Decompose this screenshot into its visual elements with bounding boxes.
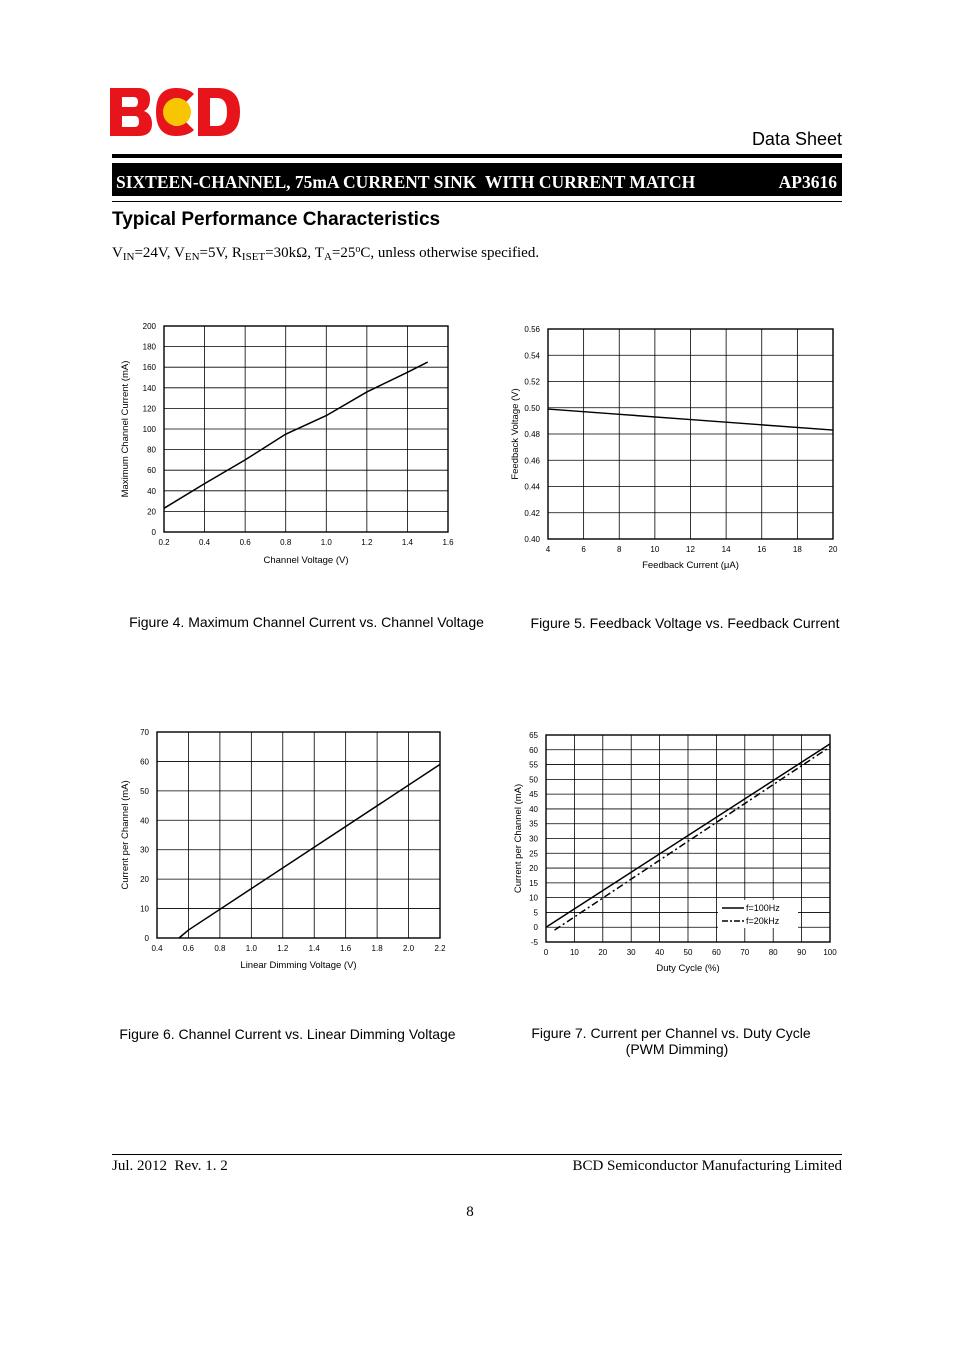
figure-7-caption: Figure 7. Current per Channel vs. Duty Cycle: [531, 1025, 811, 1041]
y-tick-label: 25: [529, 849, 538, 859]
x-tick-label: 1.6: [340, 944, 352, 953]
y-tick-label: 20: [140, 875, 149, 885]
x-tick-label: 1.8: [371, 944, 383, 953]
footer-date-revision: Jul. 2012 Rev. 1. 2: [112, 1158, 228, 1174]
y-tick-label: 60: [140, 757, 149, 767]
legend-label: f=20kHz: [746, 916, 780, 926]
x-axis-label: Duty Cycle (%): [656, 963, 720, 974]
x-tick-label: 0.4: [199, 538, 211, 547]
x-tick-label: 50: [683, 948, 693, 957]
x-tick-label: 1.0: [320, 538, 332, 547]
y-tick-label: 50: [529, 775, 538, 785]
x-tick-label: 80: [768, 948, 778, 957]
y-axis-label: Maximum Channel Current (mA): [120, 360, 131, 498]
x-axis-label: Feedback Current (μA): [642, 560, 739, 571]
y-tick-label: 80: [147, 445, 156, 455]
y-axis-label: Feedback Voltage (V): [510, 388, 521, 480]
x-tick-label: 0.8: [280, 538, 292, 547]
x-tick-label: 1.4: [308, 944, 320, 953]
y-tick-label: 10: [140, 904, 149, 914]
x-tick-label: 14: [721, 545, 731, 554]
y-axis-label: Current per Channel (mA): [513, 783, 524, 894]
y-tick-label: 5: [533, 908, 538, 918]
x-tick-label: 2.2: [434, 944, 446, 953]
x-tick-label: 16: [757, 545, 767, 554]
x-tick-label: 2.0: [402, 944, 415, 953]
y-tick-label: 55: [529, 760, 538, 770]
y-tick-label: 0.44: [524, 482, 540, 492]
series-line-1: [164, 362, 428, 508]
y-tick-label: 40: [140, 816, 149, 826]
y-tick-label: 140: [142, 383, 156, 393]
y-tick-label: 35: [529, 819, 538, 829]
figure-6-caption: Figure 6. Channel Current vs. Linear Dimming Voltage: [119, 1026, 456, 1042]
y-tick-label: 20: [147, 507, 156, 517]
x-tick-label: 8: [617, 545, 622, 554]
x-tick-label: 20: [598, 948, 608, 957]
y-tick-label: 30: [140, 845, 149, 855]
x-tick-label: 10: [650, 545, 660, 554]
y-tick-label: 160: [142, 363, 156, 373]
title-bar: [112, 163, 842, 196]
bcd-logo: [110, 88, 240, 136]
x-tick-label: 0.4: [151, 944, 163, 953]
y-tick-label: 50: [140, 786, 149, 796]
y-tick-label: 0.48: [524, 430, 540, 439]
chart-linear-dimming: [110, 720, 470, 980]
x-tick-label: 40: [655, 948, 665, 957]
x-tick-label: 60: [711, 948, 721, 957]
x-tick-label: 20: [828, 545, 838, 554]
page-number: 8: [466, 1204, 474, 1220]
y-tick-label: 45: [529, 790, 538, 800]
chart-pwm-dimming: [500, 720, 850, 980]
x-tick-label: 10: [569, 948, 579, 957]
x-tick-label: 70: [740, 948, 750, 957]
part-number: AP3616: [778, 172, 837, 192]
x-tick-label: 1.6: [442, 538, 454, 547]
x-tick-label: 12: [686, 545, 695, 554]
x-tick-label: 0.2: [158, 538, 170, 547]
y-tick-label: 20: [529, 864, 538, 874]
footer-company: BCD Semiconductor Manufacturing Limited: [572, 1158, 842, 1174]
x-tick-label: 4: [545, 545, 551, 554]
chart-feedback-voltage: [500, 315, 850, 585]
y-tick-label: 180: [142, 342, 156, 352]
x-tick-label: 1.0: [245, 944, 257, 953]
header-rule-thick: [112, 154, 842, 158]
y-tick-label: 0.56: [524, 325, 540, 334]
x-tick-label: 0.6: [239, 538, 251, 547]
figure-7-caption-line2: (PWM Dimming): [625, 1041, 729, 1057]
test-conditions: $V_{IN}=24V$, $V_{EN}=5V$, $R_{ISET}=30k\Omega$, $T_A=25^oC$, unless otherwise specified.: [112, 244, 540, 263]
x-tick-label: 30: [626, 948, 636, 957]
x-tick-label: 1.2: [361, 538, 373, 547]
y-tick-label: 30: [529, 834, 538, 844]
x-axis-label: Linear Dimming Voltage (V): [240, 960, 357, 971]
document-title: SIXTEEN-CHANNEL, 75mA CURRENT SINK WITH CURRENT MATCH: [116, 172, 696, 192]
figure-5-caption: Figure 5. Feedback Voltage vs. Feedback Current: [530, 615, 840, 631]
chart-max-channel-current: [110, 310, 480, 580]
y-tick-label: 120: [142, 404, 156, 414]
x-tick-label: 1.2: [277, 944, 289, 953]
y-tick-label: 0.46: [524, 456, 540, 466]
series-line-1: [179, 764, 440, 938]
x-tick-label: 0: [543, 948, 549, 957]
x-tick-label: 18: [792, 545, 802, 554]
x-tick-label: 6: [581, 545, 586, 554]
y-tick-label: -5: [530, 938, 538, 947]
y-tick-label: 0: [533, 923, 538, 933]
y-tick-label: 0: [151, 528, 156, 537]
figure-4-caption: Figure 4. Maximum Channel Current vs. Channel Voltage: [129, 614, 484, 630]
y-tick-label: 15: [529, 878, 538, 888]
y-tick-label: 65: [529, 731, 538, 740]
y-tick-label: 0.50: [524, 403, 540, 413]
y-tick-label: 0.52: [524, 377, 540, 387]
y-tick-label: 40: [147, 486, 156, 496]
x-tick-label: 1.4: [401, 538, 413, 547]
x-axis-label: Channel Voltage (V): [263, 555, 349, 566]
y-tick-label: 0.42: [524, 508, 540, 518]
legend-label: f=100Hz: [746, 903, 780, 913]
y-tick-label: 70: [140, 728, 149, 737]
footer-rule: [112, 1154, 842, 1155]
y-tick-label: 0: [144, 934, 149, 943]
y-tick-label: 100: [142, 425, 156, 434]
y-tick-label: 40: [529, 804, 538, 814]
x-tick-label: 0.6: [182, 944, 195, 953]
y-tick-label: 0.40: [524, 535, 540, 544]
header-rule-thin: [112, 201, 842, 202]
y-tick-label: 10: [529, 893, 538, 903]
x-tick-label: 100: [823, 948, 837, 957]
y-tick-label: 60: [147, 466, 156, 476]
y-tick-label: 60: [529, 745, 538, 755]
x-tick-label: 0.8: [214, 944, 226, 953]
x-tick-label: 90: [797, 948, 807, 957]
y-tick-label: 0.54: [524, 351, 540, 361]
y-tick-label: 200: [142, 322, 156, 331]
y-axis-label: Current per Channel (mA): [120, 780, 131, 890]
section-title: Typical Performance Characteristics: [112, 209, 441, 230]
plot-frame: [157, 732, 440, 938]
data-sheet-label: Data Sheet: [751, 129, 842, 149]
